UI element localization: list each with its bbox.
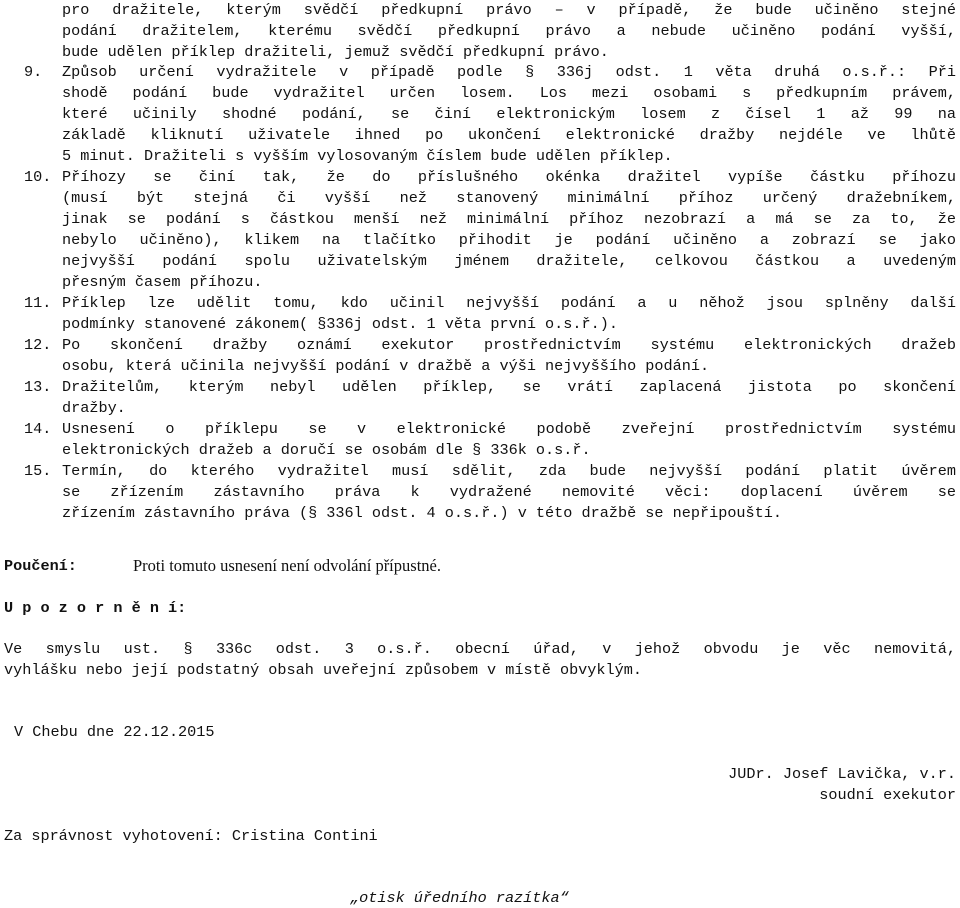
text-line: Po skončení dražby oznámí exekutor prostřednictvím systému elektronických dražeb bbox=[62, 336, 956, 354]
upozorneni-line: vyhlášku nebo její podstatný obsah uveřejní způsobem v místě obvyklým. bbox=[4, 661, 642, 679]
upozorneni-heading: U p o z o r n ě n í: bbox=[4, 599, 187, 617]
text-line: jinak se podání s částkou menší než minimální příhoz nezobrazí a má se za to, že bbox=[62, 210, 956, 228]
text-line: nejvyšší podání spolu uživatelským jménem dražitele, celkovou částkou a uvedeným bbox=[62, 252, 956, 270]
text-line: přesným časem příhozu. bbox=[62, 273, 263, 291]
text-line: elektronických dražeb a doručí se osobám dle § 336k o.s.ř. bbox=[62, 441, 591, 459]
correctness-line: Za správnost vyhotovení: Cristina Contini bbox=[4, 827, 378, 845]
text-line: Dražitelům, kterým nebyl udělen příklep, se vrátí zaplacená jistota po skončení bbox=[62, 378, 956, 396]
signature-name: JUDr. Josef Lavička, v.r. bbox=[728, 765, 956, 783]
item-number: 13. bbox=[24, 378, 52, 396]
text-line: dražby. bbox=[62, 399, 126, 417]
item-number: 9. bbox=[24, 63, 43, 81]
date-line: V Chebu dne 22.12.2015 bbox=[14, 723, 215, 741]
upozorneni-line: Ve smyslu ust. § 336c odst. 3 o.s.ř. obecní úřad, v jehož obvodu je věc nemovitá, bbox=[4, 640, 956, 658]
text-line: osobu, která učinila nejvyšší podání v dražbě a výši nejvyššího podání. bbox=[62, 357, 710, 375]
text-line: Příklep lze udělit tomu, kdo učinil nejvyšší podání a u něhož jsou splněny další bbox=[62, 294, 956, 312]
item-number: 12. bbox=[24, 336, 52, 354]
text-line: Usnesení o příklepu se v elektronické podobě zveřejní prostřednictvím systému bbox=[62, 420, 956, 438]
text-line: které učinily shodné podání, se činí elektronickým losem z čísel 1 až 99 na bbox=[62, 105, 956, 123]
text-line: Způsob určení vydražitele v případě podle § 336j odst. 1 věta druhá o.s.ř.: Při bbox=[62, 63, 956, 81]
item-number: 10. bbox=[24, 168, 52, 186]
text-line: pro dražitele, kterým svědčí předkupní právo – v případě, že bude učiněno stejné bbox=[62, 1, 956, 19]
text-line: podání dražitelem, kterému svědčí předkupní právo a nebude učiněno podání vyšší, bbox=[62, 22, 956, 40]
item-number: 11. bbox=[24, 294, 52, 312]
text-line: bude udělen příklep dražiteli, jemuž svědčí předkupní právo. bbox=[62, 43, 609, 61]
item-number: 14. bbox=[24, 420, 52, 438]
text-line: shodě podání bude vydražitel určen losem. Los mezi osobami s předkupním právem, bbox=[62, 84, 956, 102]
text-line: Příhozy se činí tak, že do příslušného okénka dražitel vypíše částku příhozu bbox=[62, 168, 956, 186]
text-line: zřízením zástavního práva (§ 336l odst. 4 o.s.ř.) v této dražbě se nepřipouští. bbox=[62, 504, 783, 522]
stamp-placeholder: „otisk úředního razítka“ bbox=[350, 889, 569, 907]
text-line: nebylo učiněno), klikem na tlačítko přihodit je podání učiněno a zobrazí se jako bbox=[62, 231, 956, 249]
signature-title: soudní exekutor bbox=[819, 786, 956, 804]
text-line: podmínky stanovené zákonem( §336j odst. 1 věta první o.s.ř.). bbox=[62, 315, 618, 333]
text-line: 5 minut. Dražiteli s vyšším vylosovaným číslem bude udělen příklep. bbox=[62, 147, 673, 165]
text-line: (musí být stejná či vyšší než stanovený minimální příhoz určený dražebníkem, bbox=[62, 189, 956, 207]
text-line: se zřízením zástavního práva k vydražené nemovité věci: doplacení úvěrem se bbox=[62, 483, 956, 501]
item-number: 15. bbox=[24, 462, 52, 480]
text-line: Termín, do kterého vydražitel musí sdělit, zda bude nejvyšší podání platit úvěrem bbox=[62, 462, 956, 480]
text-line: základě kliknutí uživatele ihned po ukončení elektronické dražby nejdéle ve lhůtě bbox=[62, 126, 956, 144]
pouceni-label: Poučení: bbox=[4, 557, 77, 575]
pouceni-text: Proti tomuto usnesení není odvolání přípustné. bbox=[133, 556, 441, 575]
